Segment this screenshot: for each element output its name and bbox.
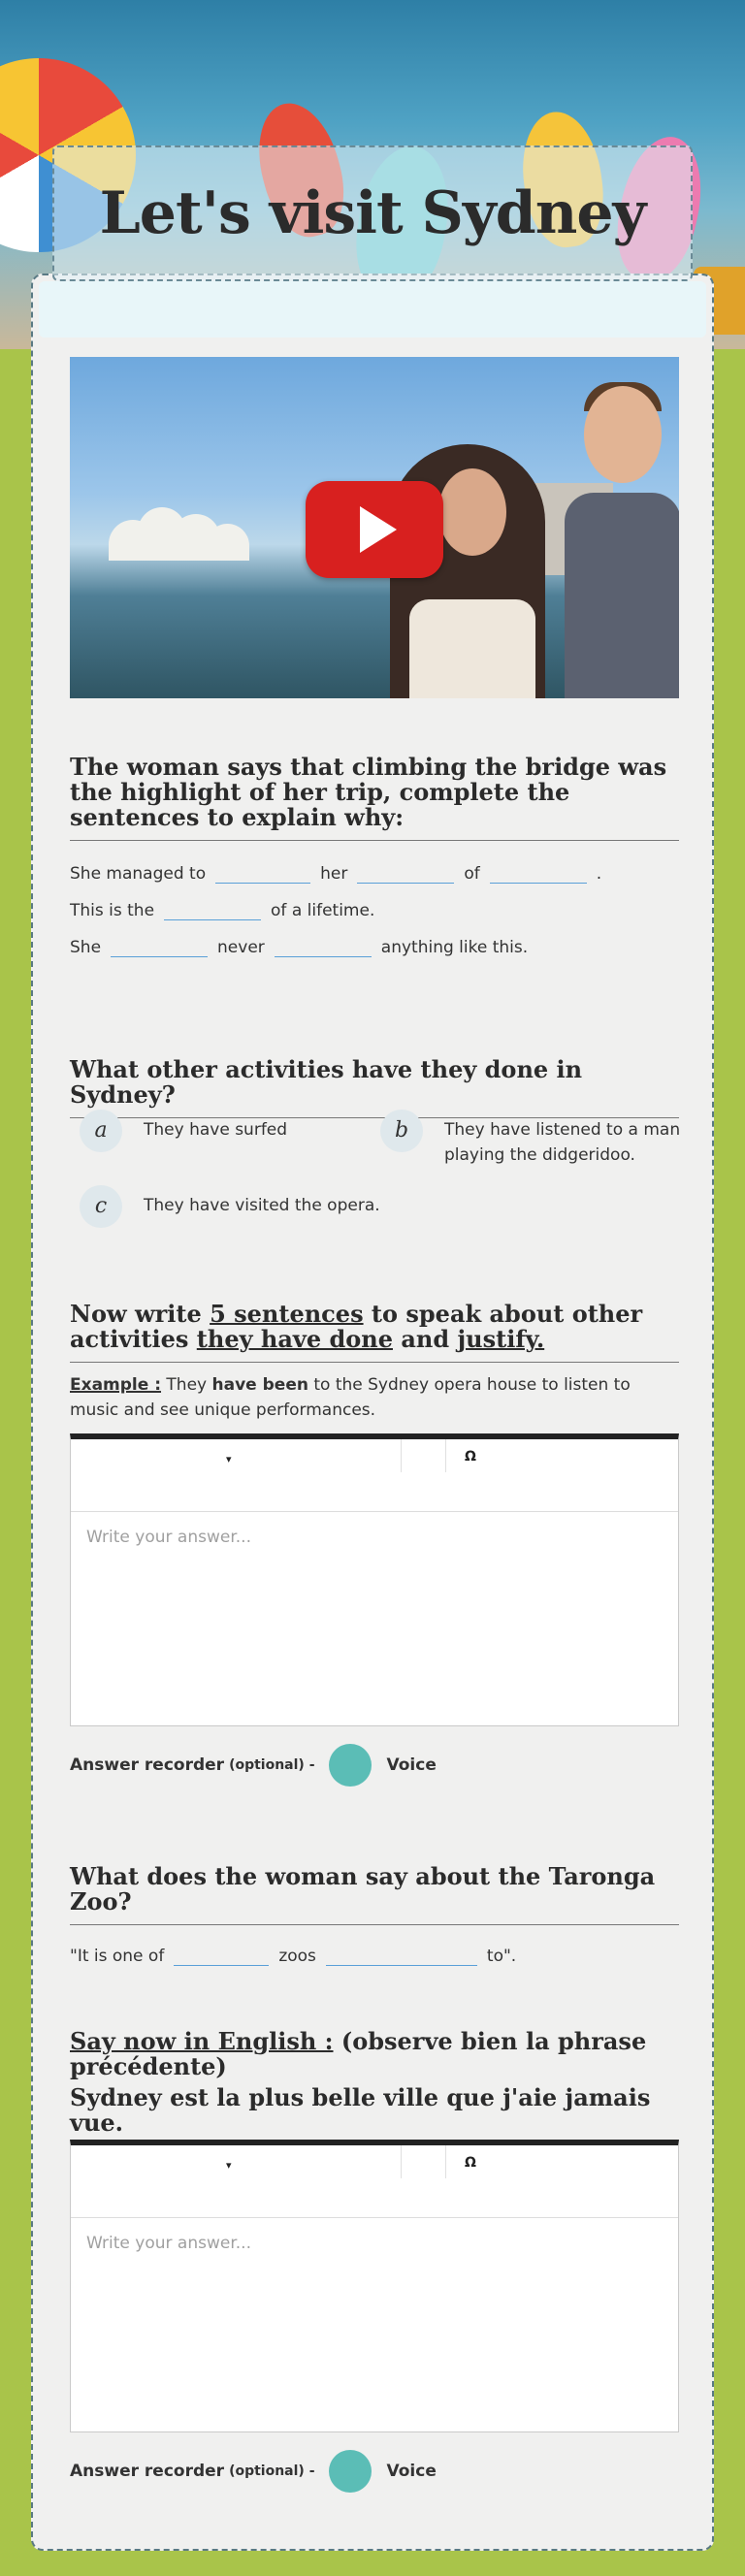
editor-toolbar xyxy=(71,1439,678,1512)
recorder-label: Answer recorder xyxy=(70,1755,225,1775)
sentence-text: She managed to xyxy=(70,864,207,884)
record-button[interactable] xyxy=(329,1744,372,1787)
sentence-text: "It is one of xyxy=(70,1947,165,1966)
special-char-icon[interactable]: Ω xyxy=(465,2155,476,2171)
question-title: Now write 5 sentences to speak about other activities they have done and justify. xyxy=(70,1300,643,1353)
divider xyxy=(70,1924,679,1925)
answer-textarea[interactable]: Write your answer... xyxy=(86,1528,251,1547)
sentence-line xyxy=(70,1929,679,1966)
video-player[interactable] xyxy=(70,357,679,698)
blank-input[interactable] xyxy=(357,861,454,884)
opera-house-image xyxy=(109,502,274,561)
sentence-text: . xyxy=(596,864,602,884)
option-letter: b xyxy=(380,1110,423,1152)
option-b[interactable] xyxy=(380,1117,681,1168)
answer-textarea[interactable]: Write your answer... xyxy=(86,2234,251,2253)
rich-text-editor[interactable] xyxy=(70,2140,679,2432)
sentence-text: of xyxy=(464,864,480,884)
sentence-line xyxy=(70,920,679,957)
format-dropdown-icon[interactable]: ▾ xyxy=(226,1453,232,1465)
answer-recorder xyxy=(70,2450,437,2493)
special-char-icon[interactable]: Ω xyxy=(465,1449,476,1465)
option-letter: c xyxy=(80,1185,122,1228)
blank-input[interactable] xyxy=(215,861,310,884)
sentence-text: of a lifetime. xyxy=(271,901,375,920)
question-title: The woman says that climbing the bridge was the highlight of her trip, complete the sentences to explain why: xyxy=(70,753,667,831)
option-letter: a xyxy=(80,1110,122,1152)
question-4 xyxy=(70,1864,679,1966)
page-title: Let's visit Sydney xyxy=(99,179,646,247)
card-header-band xyxy=(39,281,706,338)
question-3 xyxy=(70,1302,679,1423)
french-sentence: Sydney est la plus belle ville que j'aie jamais vue. xyxy=(70,2083,651,2137)
sentence-text: This is the xyxy=(70,901,155,920)
blank-input[interactable] xyxy=(275,935,372,957)
divider xyxy=(70,840,679,841)
question-2 xyxy=(70,1057,679,1118)
sentence-text: to". xyxy=(486,1947,517,1966)
format-dropdown-icon[interactable]: ▾ xyxy=(226,2159,232,2172)
sentence-text: She xyxy=(70,938,102,957)
blank-input[interactable] xyxy=(490,861,587,884)
blank-input[interactable] xyxy=(111,935,208,957)
example-text: Example : They have been to the Sydney opera house to listen to music and see unique performances. xyxy=(70,1375,631,1420)
play-button-icon[interactable] xyxy=(306,481,443,578)
sentence-text: never xyxy=(217,938,265,957)
lesson-card xyxy=(31,274,714,2551)
blank-input[interactable] xyxy=(164,898,261,920)
sentence-text: zoos xyxy=(278,1947,316,1966)
recorder-label: Answer recorder xyxy=(70,2462,225,2481)
voice-label: Voice xyxy=(386,1755,437,1775)
question-1 xyxy=(70,755,679,957)
sentence-line xyxy=(70,884,679,920)
option-text: They have visited the opera. xyxy=(144,1196,380,1215)
option-c[interactable] xyxy=(80,1193,390,1228)
option-text: They have listened to a man playing the didgeridoo. xyxy=(444,1120,681,1165)
question-title: What does the woman say about the Taronga Zoo? xyxy=(70,1862,656,1916)
title-banner xyxy=(52,145,693,281)
option-text: They have surfed xyxy=(144,1120,288,1140)
option-a[interactable] xyxy=(80,1117,371,1152)
answer-recorder xyxy=(70,1744,437,1787)
blank-input[interactable] xyxy=(326,1944,477,1966)
sentence-line xyxy=(70,847,679,884)
editor-toolbar xyxy=(71,2145,678,2218)
question-5 xyxy=(70,2029,679,2146)
rich-text-editor[interactable] xyxy=(70,1433,679,1726)
question-title: What other activities have they done in Sydney? xyxy=(70,1055,583,1109)
man-image xyxy=(555,386,679,698)
sentence-text: her xyxy=(320,864,348,884)
sentence-text: anything like this. xyxy=(380,938,529,957)
recorder-optional: (optional) - xyxy=(229,1757,315,1773)
blank-input[interactable] xyxy=(174,1944,269,1966)
divider xyxy=(70,1362,679,1363)
recorder-optional: (optional) - xyxy=(229,2463,315,2479)
voice-label: Voice xyxy=(386,2462,437,2481)
question-title: Say now in English : (observe bien la phrase précédente) xyxy=(70,2027,647,2080)
record-button[interactable] xyxy=(329,2450,372,2493)
